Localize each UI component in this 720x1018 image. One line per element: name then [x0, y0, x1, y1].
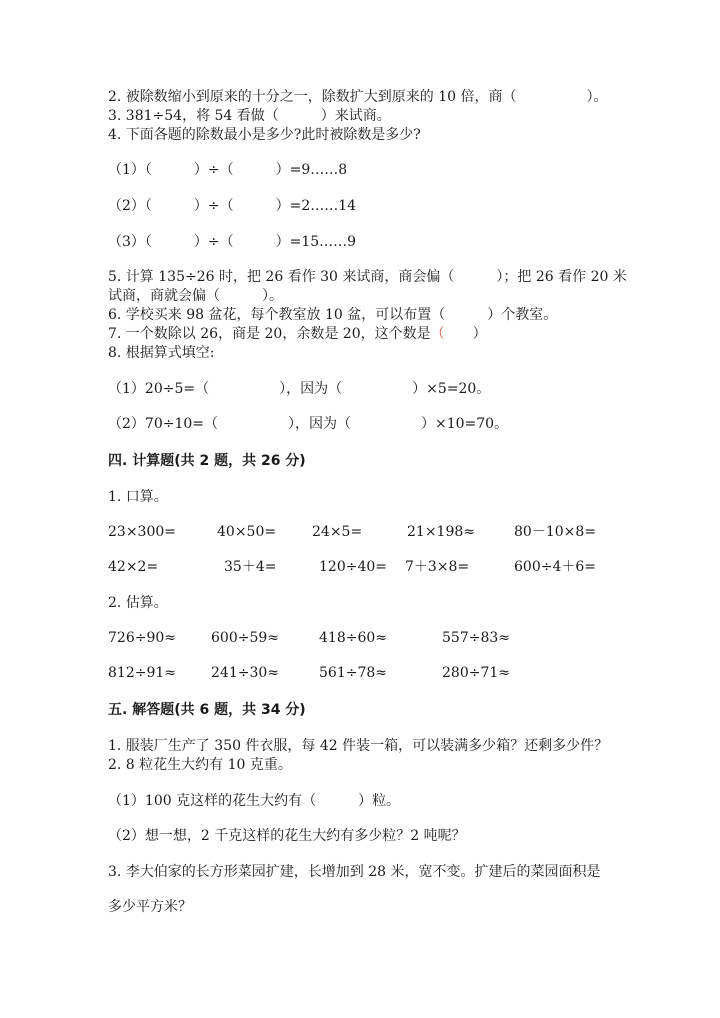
calc-r1-c5: 80－10×8= [514, 524, 596, 540]
question-8: 8. 根据算式填空: [108, 345, 215, 361]
calc-r1-c1: 23×300= [108, 524, 176, 540]
q4-item-1: （1）（ ）÷（ ）=9……8 [108, 162, 348, 178]
q4-item-3: （3）（ ）÷（ ）=15……9 [108, 234, 357, 250]
question-7-open-paren: （ [430, 326, 445, 342]
calc-r2-c3: 120÷40= [319, 559, 387, 575]
calc-r1-c3: 24×5= [312, 524, 363, 540]
calc-r2-c5: 600÷4＋6= [514, 559, 596, 575]
section-4-q1: 1. 口算。 [108, 489, 168, 505]
question-7 [108, 325, 487, 343]
est-r2-c2: 241÷30≈ [211, 665, 279, 681]
question-3: 3. 381÷54，将 54 看做（ ）来试商。 [108, 108, 391, 124]
question-4: 4. 下面各题的除数最小是多少?此时被除数是多少? [108, 127, 421, 143]
calc-r1-c2: 40×50= [217, 524, 277, 540]
section-5-q1: 1. 服装厂生产了 350 件衣服，每 42 件装一箱，可以装满多少箱？还剩多少件？ [108, 738, 609, 754]
est-r2-c4: 280÷71≈ [442, 665, 510, 681]
q2-sub-2: （2）想一想，2 千克这样的花生大约有多少粒？2 吨呢？ [108, 828, 466, 844]
q4-item-2: （2）（ ）÷（ ）=2……14 [108, 198, 357, 214]
est-r1-c2: 600÷59≈ [211, 630, 279, 646]
est-r1-c1: 726÷90≈ [108, 630, 176, 646]
est-r2-c1: 812÷91≈ [108, 665, 176, 681]
section-4-heading: 四. 计算题(共 2 题，共 26 分) [108, 453, 306, 469]
question-7-close-paren: ） [444, 326, 487, 342]
q8-item-1: （1）20÷5=（ ），因为（ ）×5=20。 [108, 381, 491, 397]
q8-item-2: （2）70÷10=（ ），因为（ ）×10=70。 [108, 416, 509, 432]
q2-sub-1: （1）100 克这样的花生大约有（ ）粒。 [108, 793, 401, 809]
calc-r2-c1: 42×2= [108, 559, 159, 575]
est-r2-c3: 561÷78≈ [319, 665, 387, 681]
section-4-q2: 2. 估算。 [108, 595, 168, 611]
calc-r2-c2: 35＋4= [224, 559, 277, 575]
question-6: 6. 学校买来 98 盆花，每个教室放 10 盆，可以布置（ ）个教室。 [108, 307, 558, 323]
question-7-text: 7. 一个数除以 26，商是 20，余数是 20，这个数是 [108, 326, 431, 342]
calc-r2-c4: 7＋3×8= [405, 559, 470, 575]
est-r1-c3: 418÷60≈ [319, 630, 387, 646]
calc-r1-c4: 21×198≈ [407, 524, 475, 540]
question-5-line2: 试商，商就会偏（ ）。 [108, 288, 283, 304]
question-5-line1: 5. 计算 135÷26 时，把 26 看作 30 来试商，商会偏（ ）；把 26 看作 20 米 [108, 269, 627, 285]
section-5-heading: 五. 解答题(共 6 题，共 34 分) [108, 702, 306, 718]
section-5-q2: 2. 8 粒花生大约有 10 克重。 [108, 757, 292, 773]
section-5-q3-line2: 多少平方米？ [108, 899, 192, 915]
section-5-q3-line1: 3. 李大伯家的长方形菜园扩建，长增加到 28 米，宽不变。扩建后的菜园面积是 [108, 864, 601, 880]
est-r1-c4: 557÷83≈ [442, 630, 510, 646]
question-2: 2. 被除数缩小到原来的十分之一，除数扩大到原来的 10 倍，商（ ）。 [108, 89, 608, 105]
